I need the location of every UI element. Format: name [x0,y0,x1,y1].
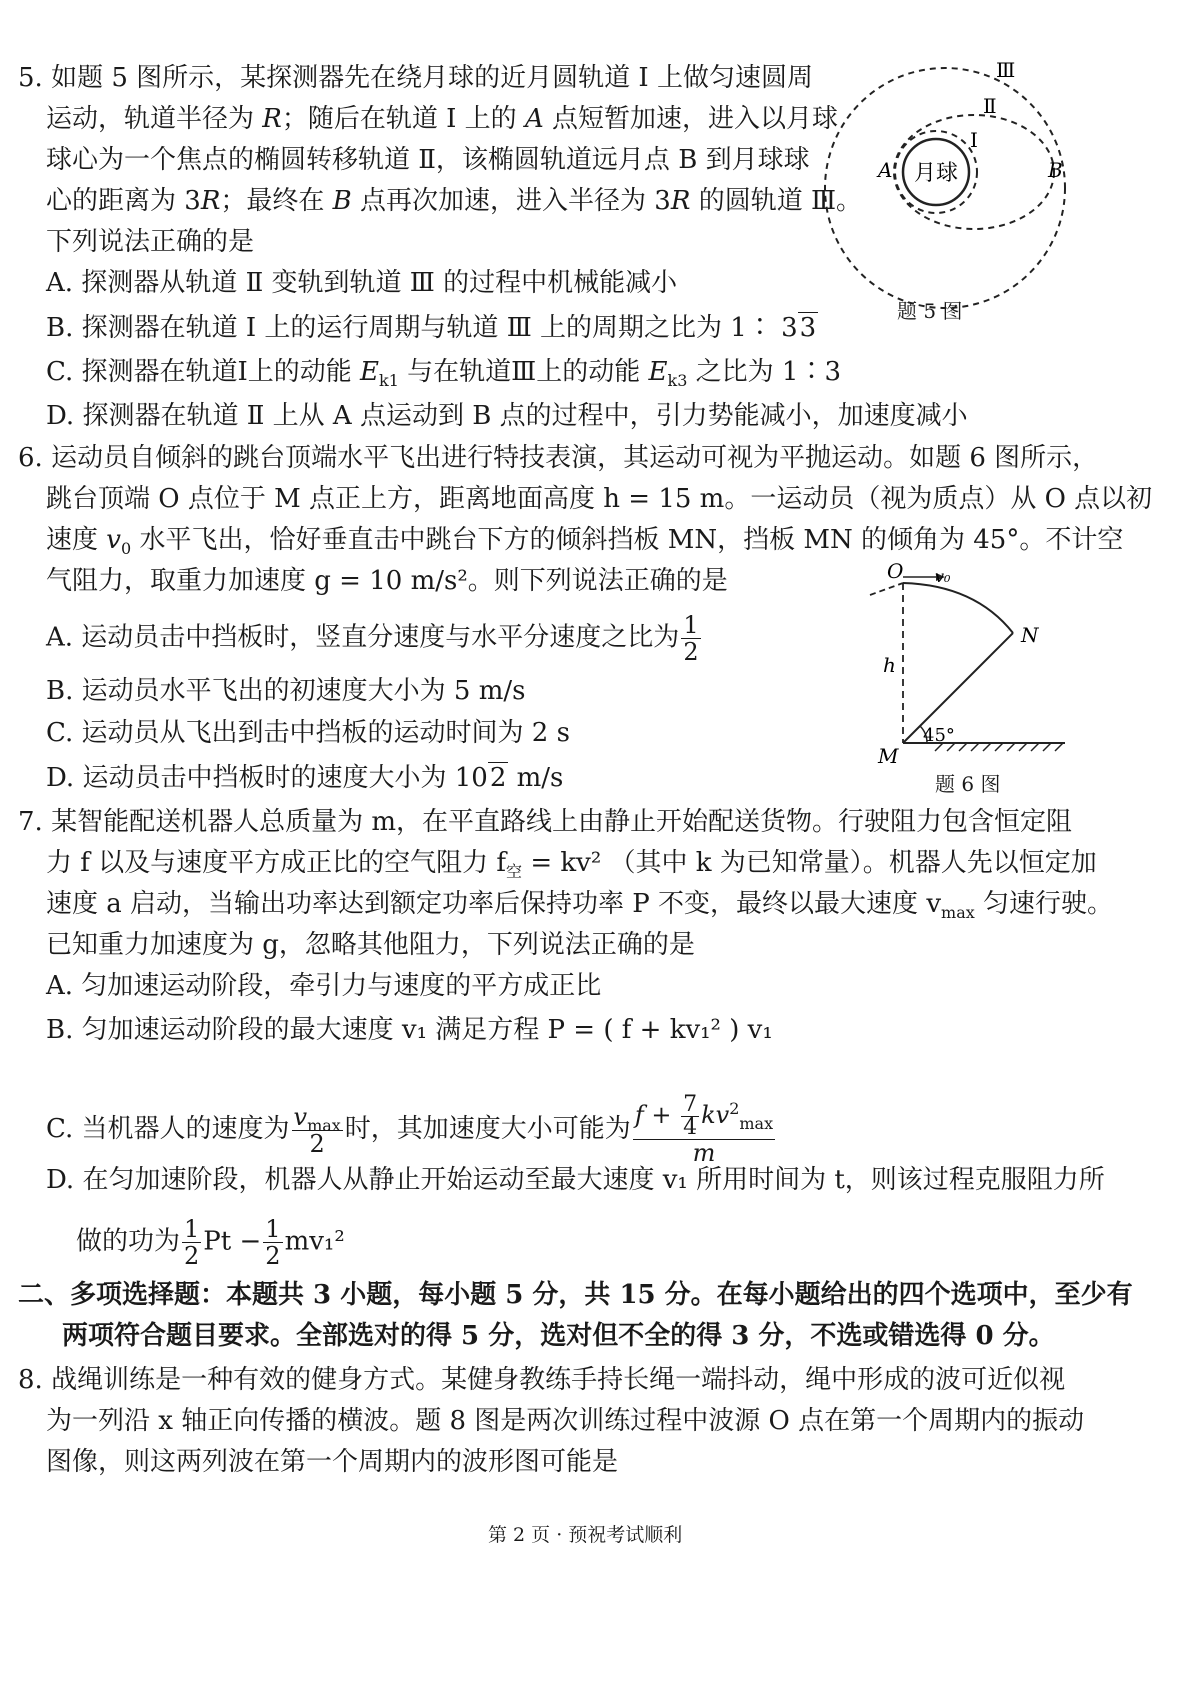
page-footer: 第 2 页 · 预祝考试顺利 [488,1524,683,1546]
q6-option-b: B. 运动员水平飞出的初速度大小为 5 m/s [46,676,526,706]
point-b-label: B [1048,158,1063,182]
q7-option-b: B. 匀加速运动阶段的最大速度 v₁ 满足方程 P = ( f + kv₁² ) v₁ [46,1015,773,1045]
q8-line-2: 为一列沿 x 轴正向传播的横波。题 8 图是两次训练过程中波源 O 点在第一个周期内的振动 [46,1406,1085,1436]
q5-option-c: C. 探测器在轨道Ⅰ上的动能 $E_{k1}$ 与在轨道Ⅲ上的动能 $E_{k3}$ 之比为 1∶3 [46,357,841,391]
q5-line-5: 下列说法正确的是 [46,227,255,257]
orbit-3-label: Ⅲ [996,58,1016,82]
q6-line-2: 跳台顶端 O 点位于 M 点正上方，距离地面高度 h = 15 m。一运动员（视为质点）从 O 点以初 [46,484,1153,514]
v0-label: v₀ [935,567,951,586]
q7-line-1: 7. 某智能配送机器人总质量为 m，在平直路线上由静止开始配送货物。行驶阻力包含恒定阻 [18,807,1072,837]
q7-line-3: 速度 a 启动，当输出功率达到额定功率后保持功率 P 不变，最终以最大速度 $v_{max}$ 匀速行驶。 [46,889,1114,923]
orbit-3-circle [825,68,1065,308]
q6-option-c: C. 运动员从飞出到击中挡板的运动时间为 2 s [46,718,570,748]
q5-option-d: D. 探测器在轨道 Ⅱ 上从 A 点运动到 B 点的过程中，引力势能减小，加速度减小 [46,401,968,431]
platform-top [870,583,903,595]
section-2-header-line-2: 两项符合题目要求。全部选对的得 5 分，选对但不全的得 3 分，不选或错选得 0 分。 [62,1321,1055,1351]
q7-option-d-line-1: D. 在匀加速阶段，机器人从静止开始运动至最大速度 v₁ 所用时间为 t，则该过程克服阻力所 [46,1165,1105,1195]
q8-line-3: 图像，则这两列波在第一个周期内的波形图可能是 [46,1447,619,1477]
q5-line-2: 运动，轨道半径为 R；随后在轨道 Ⅰ 上的 A 点短暂加速，进入以月球 [46,104,838,134]
moon-label: 月球 [913,161,959,186]
point-o-label: O [887,559,904,583]
q7-line-2: 力 f 以及与速度平方成正比的空气阻力 $f_空 = kv^2$ （其中 k 为已知常量）。机器人先以恒定加 [46,848,1097,882]
q7-option-c: C. 当机器人的速度为 $\frac{v_{max}}{2}$ 时，其加速度大小可能为 f + $\frac{7}{4}$ $kv^2_{max}$ m [46,1092,774,1167]
figure-6-caption: 题 6 图 [935,772,1001,796]
figure-5-orbits [810,55,1080,325]
q6-option-a: A. 运动员击中挡板时，竖直分速度与水平分速度之比为 $\frac{1}{2}$ [46,611,699,666]
q6-line-3: 速度 $v_0$ 水平飞出，恰好垂直击中跳台下方的倾斜挡板 MN，挡板 MN 的倾角为 45°。不计空 [46,525,1124,559]
q7-option-a: A. 匀加速运动阶段，牵引力与速度的平方成正比 [46,971,602,1001]
point-a-label: A [878,158,893,182]
q5-option-a: A. 探测器从轨道 Ⅱ 变轨到轨道 Ⅲ 的过程中机械能减小 [46,268,678,298]
q5-line-4: 心的距离为 3R；最终在 B 点再次加速，进入半径为 3R 的圆轨道 Ⅲ。 [46,186,863,216]
point-n-label: N [1021,623,1039,647]
figure-5-caption: 题 5 图 [897,299,963,323]
orbit-2-label: Ⅱ [983,94,997,118]
q8-line-1: 8. 战绳训练是一种有效的健身方式。某健身教练手持长绳一端抖动，绳中形成的波可近似视 [18,1365,1066,1395]
orbit-1-label: Ⅰ [970,128,978,152]
angle-label: 45° [923,725,955,746]
section-2-header-line-1: 二、多项选择题：本题共 3 小题，每小题 5 分，共 15 分。在每小题给出的四个选项中，至少有 [18,1280,1133,1310]
figure-6-ramp [865,555,1075,770]
trajectory-curve [903,583,1013,633]
q5-line-3: 球心为一个焦点的椭圆转移轨道 Ⅱ，该椭圆轨道远月点 B 到月球球 [46,145,810,175]
height-label: h [883,653,896,677]
q6-line-1: 6. 运动员自倾斜的跳台顶端水平飞出进行特技表演，其运动可视为平抛运动。如题 6 图所示， [18,443,1099,473]
q7-option-d-line-2: 做的功为 $\frac{1}{2}$ Pt − $\frac{1}{2}$ mv₁² [76,1215,345,1270]
q5-option-b: B. 探测器在轨道 Ⅰ 上的运行周期与轨道 Ⅲ 上的周期之比为 1∶ 33 [46,313,817,343]
q7-line-4: 已知重力加速度为 g，忽略其他阻力，下列说法正确的是 [46,930,695,960]
q6-line-4: 气阻力，取重力加速度 g = 10 m/s²。则下列说法正确的是 [46,566,728,596]
point-m-label: M [878,744,899,768]
q6-option-d: D. 运动员击中挡板时的速度大小为 102 m/s [46,763,564,793]
q5-line-1: 5. 如题 5 图所示，某探测器先在绕月球的近月圆轨道 Ⅰ 上做匀速圆周 [18,63,813,93]
